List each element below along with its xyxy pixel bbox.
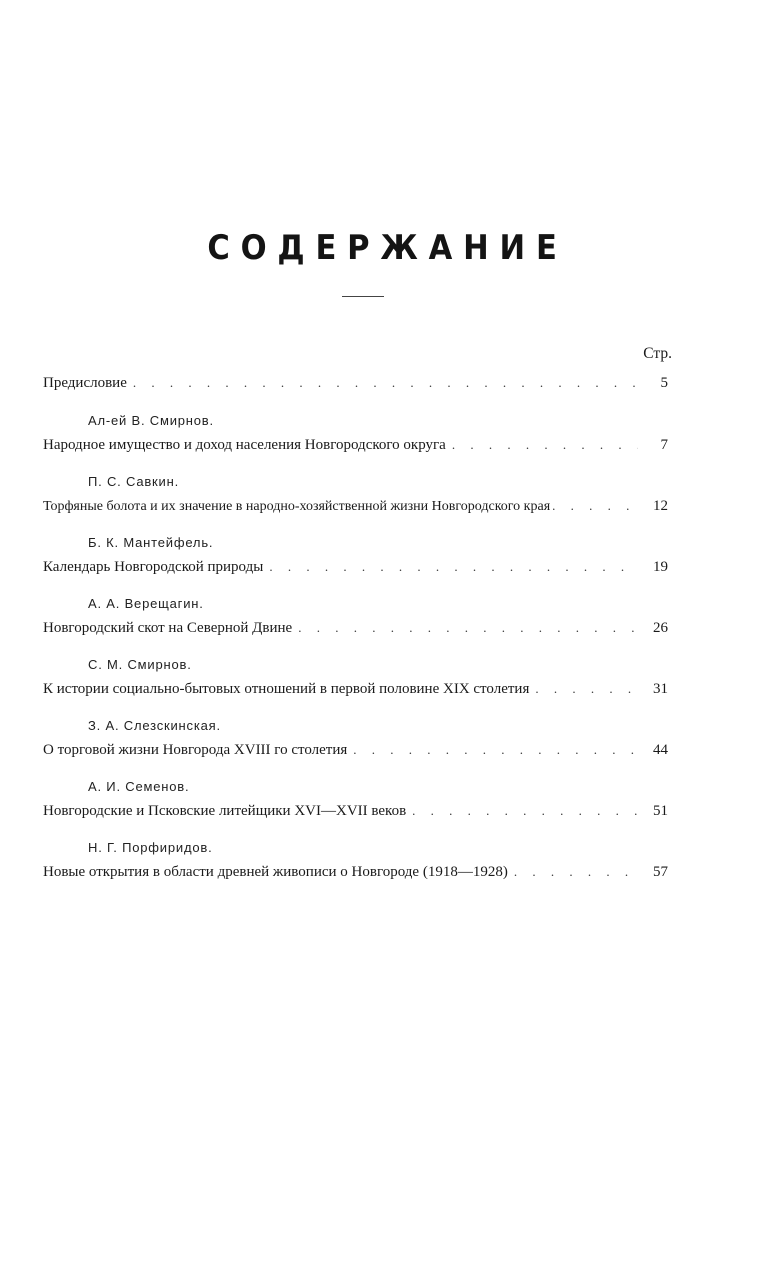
toc-entry-line[interactable]	[43, 615, 668, 641]
toc-entry	[43, 471, 668, 519]
entry-author: С. М. Смирнов.	[88, 657, 192, 672]
dot-leader	[514, 859, 638, 885]
toc-entry	[43, 532, 668, 580]
entry-title: Торфяные болота и их значение в народно-хозяйственной жизни Новгородского края	[43, 499, 551, 514]
table-of-contents	[43, 370, 668, 885]
entry-page-number: 31	[653, 681, 668, 697]
toc-entry	[43, 593, 668, 641]
toc-entry-line[interactable]	[43, 798, 668, 824]
toc-entry-line[interactable]	[43, 432, 668, 458]
entry-page-number: 51	[653, 803, 668, 819]
dot-leader	[452, 432, 638, 458]
title-divider	[342, 296, 384, 297]
toc-entry-line[interactable]	[43, 370, 668, 396]
entry-title: Народное имущество и доход населения Новгородского округа	[43, 437, 446, 453]
dot-leader	[353, 737, 638, 763]
entry-title: Новгородский скот на Северной Двине	[43, 620, 293, 636]
page-title: СОДЕРЖАНИЕ	[207, 228, 568, 268]
toc-entry-line[interactable]	[43, 676, 668, 702]
toc-entry-preface	[43, 370, 668, 396]
toc-entry	[43, 410, 668, 458]
entry-page-number: 12	[653, 498, 668, 514]
entry-author: Ал-ей В. Смирнов.	[88, 413, 214, 428]
entry-title: О торговой жизни Новгорода XVIII го столетия	[43, 742, 348, 758]
dot-leader	[269, 554, 638, 580]
dot-leader	[298, 615, 638, 641]
page-column-heading: Стр.	[643, 345, 672, 362]
entry-title: Предисловие	[43, 375, 127, 391]
entry-author: А. А. Верещагин.	[88, 596, 204, 611]
entry-author: П. С. Савкин.	[88, 474, 179, 489]
toc-entry	[43, 837, 668, 885]
entry-page-number: 57	[653, 864, 668, 880]
entry-page-number: 26	[653, 620, 668, 636]
dot-leader	[412, 798, 638, 824]
entry-page-number: 44	[653, 742, 668, 758]
entry-page-number: 5	[660, 375, 668, 391]
dot-leader	[552, 493, 640, 519]
entry-title: Новые открытия в области древней живописи о Новгороде (1918—1928)	[43, 864, 508, 880]
entry-page-number: 19	[653, 559, 668, 575]
toc-entry-line[interactable]	[43, 554, 668, 580]
toc-entry-line[interactable]	[43, 859, 668, 885]
entry-title: Календарь Новгородской природы	[43, 559, 264, 575]
toc-entry	[43, 715, 668, 763]
entry-title: К истории социально-бытовых отношений в первой половине XIX столетия	[43, 681, 530, 697]
entry-title: Новгородские и Псковские литейщики XVI—XVII веков	[43, 803, 407, 819]
entry-author: З. А. Слезскинская.	[88, 718, 221, 733]
entry-author: Б. К. Мантейфель.	[88, 535, 214, 550]
dot-leader	[535, 676, 638, 702]
toc-entry	[43, 776, 668, 824]
toc-entry	[43, 654, 668, 702]
entry-author: Н. Г. Порфиридов.	[88, 840, 213, 855]
toc-entry-line[interactable]	[43, 493, 668, 519]
toc-entry-line[interactable]	[43, 737, 668, 763]
entry-author: А. И. Семенов.	[88, 779, 190, 794]
entry-page-number: 7	[660, 437, 668, 453]
dot-leader	[133, 370, 638, 396]
